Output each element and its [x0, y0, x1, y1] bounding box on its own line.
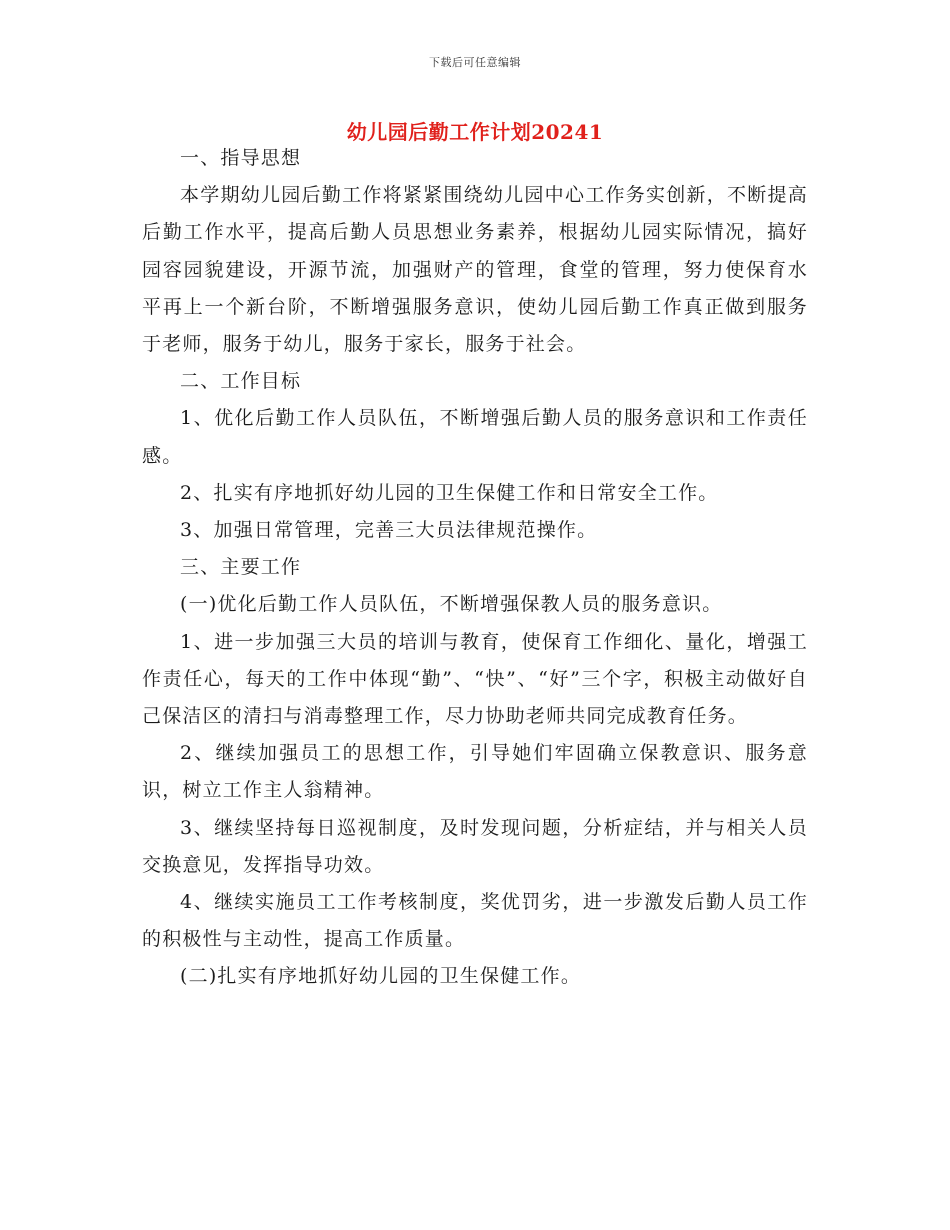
work-item-3: 3、继续坚持每日巡视制度，及时发现问题，分析症结，并与相关人员交换意见，发挥指导功效。 [142, 816, 808, 876]
section-heading-guiding-thought: 一、指导思想 [180, 147, 302, 169]
work-item-1: 1、进一步加强三大员的培训与教育，使保育工作细化、量化，增强工作责任心，每天的工作中体现“勤”、“快”、“好”三个字，积极主动做好自己保洁区的清扫与消毒整理工作，尽力协助老师共同完成教育任务。 [142, 630, 808, 728]
paragraph-guiding-thought: 本学期幼儿园后勤工作将紧紧围绕幼儿园中心工作务实创新，不断提高后勤工作水平，提高后勤人员思想业务素养，根据幼儿园实际情况，搞好园容园貌建设，开源节流，加强财产的管理，食堂的管理，努力使保育水平再上一个新台阶，不断增强服务意识，使幼儿园后勤工作真正做到服务于老师，服务于幼儿，服务于家长，服务于社会。 [142, 184, 808, 356]
document-body [142, 140, 808, 996]
goal-item-2: 2、扎实有序地抓好幼儿园的卫生保健工作和日常安全工作。 [180, 481, 719, 504]
goal-item-1: 1、优化后勤工作人员队伍，不断增强后勤人员的服务意识和工作责任感。 [142, 407, 808, 467]
section-heading-work-goals: 二、工作目标 [180, 370, 302, 393]
subsection-heading-2: (二)扎实有序地抓好幼儿园的卫生保健工作。 [180, 965, 582, 988]
goal-item-3: 3、加强日常管理，完善三大员法律规范操作。 [180, 519, 598, 542]
work-item-4: 4、继续实施员工工作考核制度，奖优罚劣，进一步激发后勤人员工作的积极性与主动性，提高工作质量。 [142, 891, 808, 951]
page-header-note: 下载后可任意编辑 [429, 56, 521, 69]
document-title: 幼儿园后勤工作计划20241 [346, 120, 604, 144]
subsection-heading-1: (一)优化后勤工作人员队伍，不断增强保教人员的服务意识。 [180, 593, 723, 616]
work-item-2: 2、继续加强员工的思想工作，引导她们牢固确立保教意识、服务意识，树立工作主人翁精神。 [142, 742, 808, 802]
section-heading-main-work: 三、主要工作 [180, 556, 302, 579]
